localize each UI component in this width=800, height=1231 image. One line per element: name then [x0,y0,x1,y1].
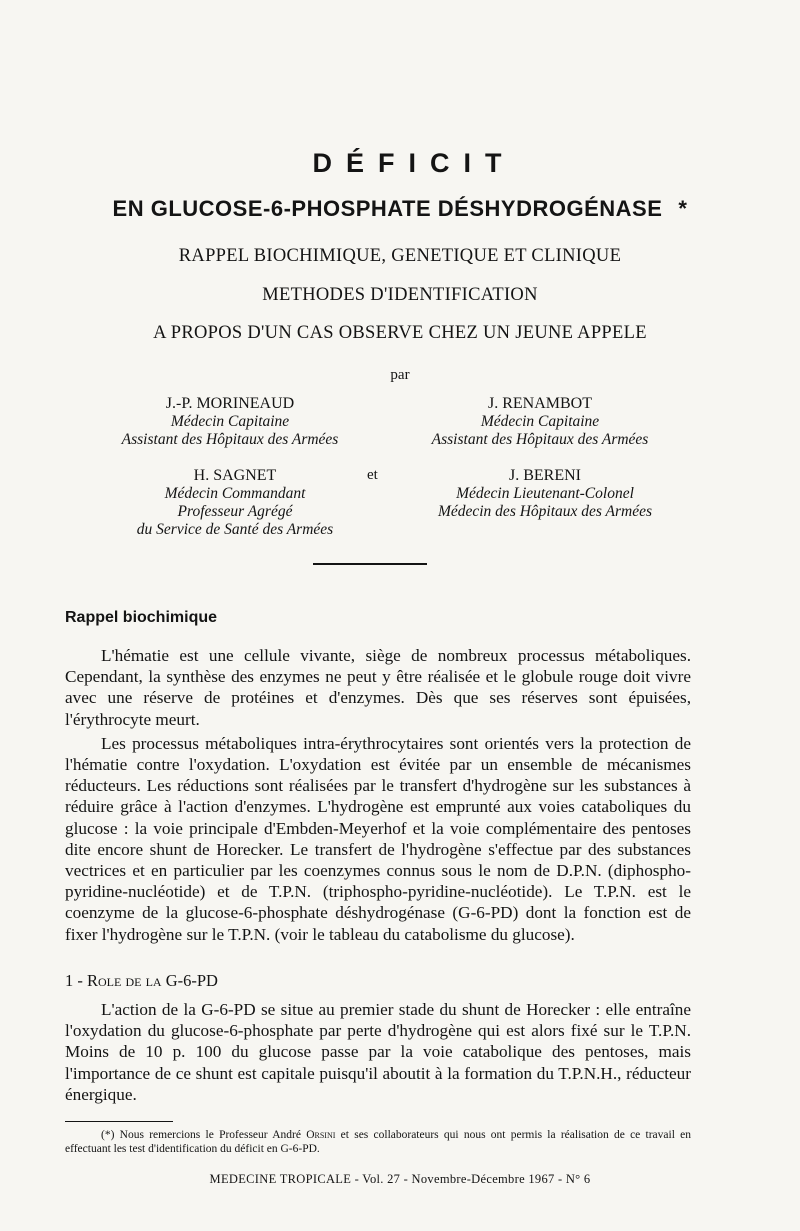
paragraph: L'action de la G-6-PD se situe au premier stade du shunt de Horecker : elle entraîne l'oxydation du glucose-6-phosphate par perte d'hydrogène qui est alors fixé sur le T.P.N. Moins de 10 p. 100 du glucose passe par la voie catabolique des pentoses, mais l'importance de ce shunt est capitale puisqu'il aboutit à la formation du T.P.N.H., réducteur énergique. [65,1000,691,1104]
section-heading: Rappel biochimique [65,609,218,626]
title-text: EN GLUCOSE-6-PHOSPHATE DÉSHYDROGÉNASE [112,196,663,221]
author-role: Médecin des Hôpitaux des Armées [437,503,653,520]
subtitle-3: A PROPOS D'UN CAS OBSERVE CHEZ UN JEUNE APPELE [153,323,647,343]
author-name: J. BERENI [509,467,581,484]
body-text [65,645,691,948]
footnote-name: Orsini [306,1129,336,1141]
author-name: H. SAGNET [193,467,277,484]
subsection-title-smallcaps: Role de la [87,971,162,990]
subsection-number: 1 - [65,971,83,990]
title-divider [313,563,427,565]
footnote-text-b: et ses collaborateurs qui nous ont permis la réalisation de ce travail en effectuant les test d'identification du déficit en G-6-PD. [65,1129,691,1155]
author-name: J.-P. MORINEAUD [165,395,295,412]
subtitle-2: METHODES D'IDENTIFICATION [262,285,538,305]
author-role: Médecin Lieutenant-Colonel [456,485,634,502]
footnote-marker: (*) [101,1129,115,1141]
author-block-sagnet [80,466,390,539]
author-role: Médecin Capitaine [480,413,600,430]
paragraph: L'hématie est une cellule vivante, siège de nombreux processus métaboliques. Cependant, la synthèse des enzymes ne peut y être réalisée et le globule rouge doit vivre avec une réserve de protéines et d'enzymes. Dès que ses réserves sont épuisées, l'érythrocyte meurt. [65,646,691,729]
title-footnote-marker: * [678,196,688,221]
title-line-1: DÉFICIT [312,148,516,178]
author-block-morineaud [90,394,370,449]
author-role: du Service de Santé des Armées [136,521,334,538]
paragraph: Les processus métaboliques intra-érythrocytaires sont orientés vers la protection de l'hématie contre l'oxydation. L'oxydation est évitée par un ensemble de mécanismes réducteurs. Les réductions sont réalisées par le transfert d'hydrogène sur les substances à réduire grâce à l'action d'enzymes. L'hydrogène est emprunté aux voies cataboliques du glucose : la voie principale d'Embden-Meyerhof et la voie complémentaire des pentoses dite encore shunt de Horecker. Le transfert de l'hydrogène s'effectue par des substances vectrices et en particulier par les coenzymes connus sous le nom de D.P.N. (diphospho-pyridine-nucléotide) et de T.P.N. (triphospho-pyridine-nucléotide). Le T.P.N. est le coenzyme de la glucose-6-phosphate déshydrogénase (G-6-PD) dont la fonction est de fixer l'hydrogène sur le T.P.N. (voir le tableau du catabolisme du glucose). [65,733,691,944]
author-block-renambot [400,394,680,449]
title-line-2 [0,196,800,222]
running-footer: MEDECINE TROPICALE - Vol. 27 - Novembre-Décembre 1967 - N° 6 [209,1172,591,1186]
byline-par: par [390,367,410,383]
footnote-divider [65,1121,173,1122]
subsection-heading [65,971,218,991]
author-role: Assistant des Hôpitaux des Armées [121,431,339,448]
byline-et: et [367,467,378,483]
body-text-2 [65,999,691,1108]
author-role: Médecin Commandant [164,485,306,502]
author-block-bereni [400,466,690,521]
author-name: J. RENAMBOT [487,395,592,412]
author-role: Assistant des Hôpitaux des Armées [431,431,649,448]
subtitle-1: RAPPEL BIOCHIMIQUE, GENETIQUE ET CLINIQUE [178,246,622,266]
subsection-title: G-6-PD [165,971,218,990]
footnote-text-a: Nous remercions le Professeur André [119,1129,301,1141]
footnote [65,1128,691,1156]
author-role: Professeur Agrégé [177,503,293,520]
author-role: Médecin Capitaine [170,413,290,430]
